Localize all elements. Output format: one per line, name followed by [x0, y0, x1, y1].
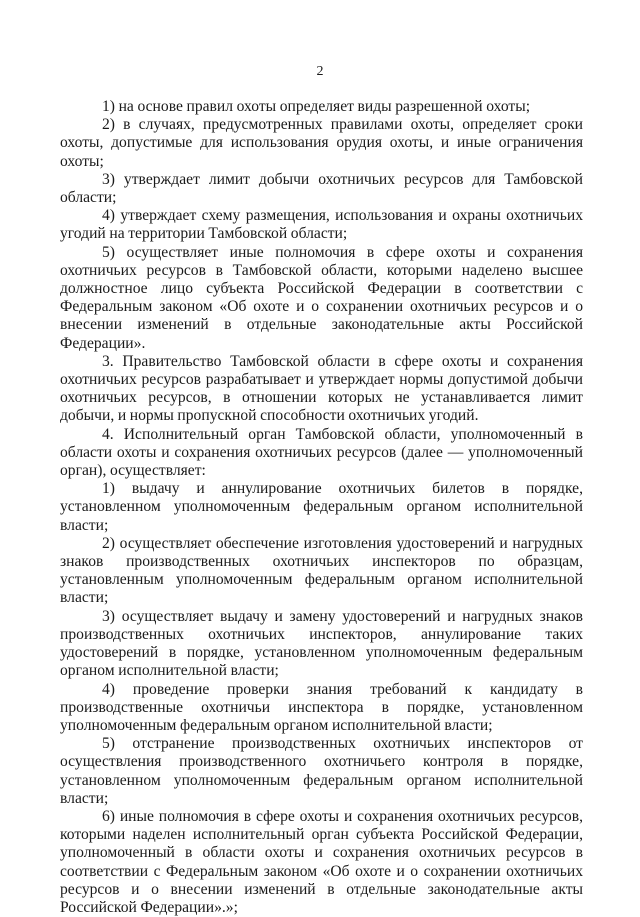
paragraph: 5) осуществляет иные полномочия в сфере охоты и сохранения охотничьих ресурсов в Тамбовской области, которыми наделено высшее должностное лицо субъекта Российской Федерации в соответствии с Федеральным законом «Об охоте и о сохранении охотничьих ресурсов и о внесении изменений в отдельные законодательные акты Российской Федерации».	[60, 243, 583, 352]
document-body	[60, 98, 583, 917]
paragraph: 1) на основе правил охоты определяет виды разрешенной охоты;	[102, 98, 531, 115]
paragraph: 2) осуществляет обеспечение изготовления удостоверений и нагрудных знаков производственных охотничьих инспекторов по образцам, установленным уполномоченным федеральным органом исполнительной власти;	[60, 534, 583, 607]
paragraph: 2) в случаях, предусмотренных правилами охоты, определяет сроки охоты, допустимые для использования орудия охоты, и иные ограничения охоты;	[60, 116, 583, 170]
paragraph: 3) осуществляет выдачу и замену удостоверений и нагрудных знаков производственных охотничьих инспекторов, аннулирование таких удостоверений в порядке, установленном уполномоченным федеральным органом исполнительной власти;	[60, 607, 583, 680]
paragraph: 4. Исполнительный орган Тамбовской области, уполномоченный в области охоты и сохранения охотничьих ресурсов (далее — уполномоченный орган), осуществляет:	[60, 425, 583, 480]
paragraph: 3. Правительство Тамбовской области в сфере охоты и сохранения охотничьих ресурсов разрабатывает и утверждает нормы допустимой добычи охотничьих ресурсов, в отношении которых не устанавливается лимит добычи, и нормы пропускной способности охотничьих угодий.	[60, 352, 583, 425]
paragraph: 6) иные полномочия в сфере охоты и сохранения охотничьих ресурсов, которыми наделен исполнительный орган субъекта Российской Федерации, уполномоченный в области охоты и сохранения охотничьих ресурсов в соответствии с Федеральным законом «Об охоте и о сохранении охотничьих ресурсов и о внесении изменений в отдельные законодательные акты Российской Федерации».»;	[60, 807, 583, 916]
paragraph: 4) утверждает схему размещения, использования и охраны охотничьих угодий на территории Тамбовской области;	[60, 207, 583, 243]
paragraph: 4) проведение проверки знания требований к кандидату в производственные охотничьи инспектора в порядке, установленном уполномоченным федеральным органом исполнительной власти;	[60, 680, 583, 734]
page-number: 2	[316, 64, 324, 79]
paragraph: 5) отстранение производственных охотничьих инспекторов от осуществления производственного охотничьего контроля в порядке, установленном уполномоченным федеральным органом исполнительной власти;	[60, 735, 583, 807]
paragraph: 1) выдачу и аннулирование охотничьих билетов в порядке, установленном уполномоченным федеральным органом исполнительной власти;	[60, 480, 583, 534]
paragraph: 3) утверждает лимит добычи охотничьих ресурсов для Тамбовской области;	[60, 170, 583, 207]
